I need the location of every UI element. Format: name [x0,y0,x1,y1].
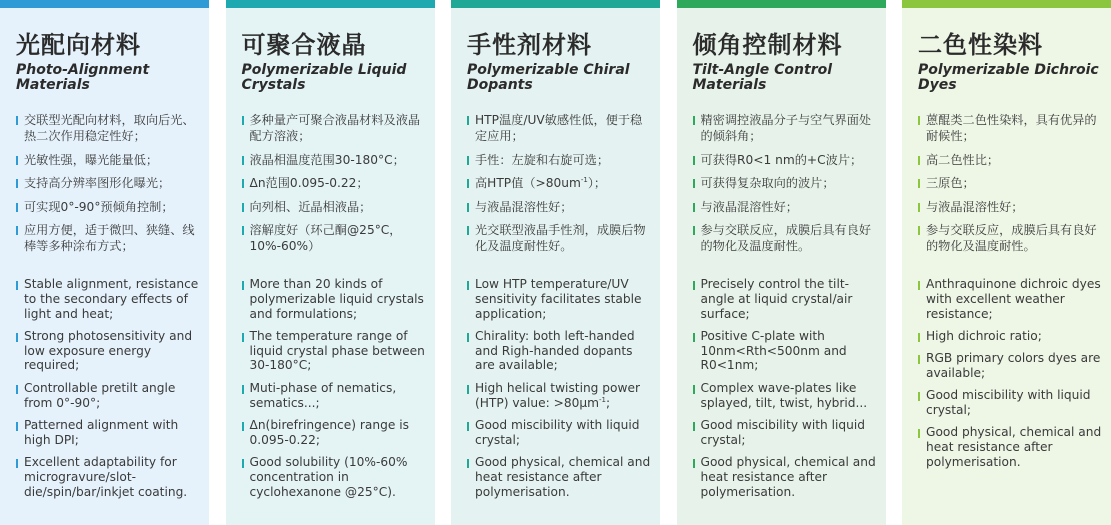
column-polymerizable-liquid-crystals [226,0,435,525]
feature-item: High dichroic ratio; [918,329,1103,344]
feature-item: 高HTP值$(>80um^{-1})$； [467,175,650,191]
feature-item: 可获得R0<1 nm的+C波片； [693,152,876,168]
feature-item: Excellent adaptability for microgravure/slot-die/spin/bar/inkjet coating. [16,455,201,499]
feature-item: 支持高分辨率图形化曝光； [16,175,199,191]
column-title-cn: 二色性染料 [918,31,1043,59]
feature-item: Chirality: both left-handed and Righ-handed dopants are available; [467,329,652,373]
feature-item: 与液晶混溶性好； [918,199,1101,215]
feature-item: Complex wave-plates like splayed, tilt, twist, hybrid... [693,381,878,411]
feature-item: More than 20 kinds of polymerizable liquid crystals and formulations; [242,277,427,321]
feature-item: 手性：左旋和右旋可选； [467,152,650,168]
column-top-bar [226,0,435,8]
column-top-bar [677,0,886,8]
feature-item: 向列相、近晶相液晶； [242,199,425,215]
column-top-bar [451,0,660,8]
feature-item: 光交联型液晶手性剂，成膜后物化及温度耐性好。 [467,222,650,254]
feature-item: RGB primary colors dyes are available; [918,351,1103,381]
feature-item: 参与交联反应，成膜后具有良好的物化及温度耐性。 [918,222,1101,254]
feature-item: 蒽醌类二色性染料，具有优异的耐候性； [918,112,1101,144]
column-photo-alignment [0,0,209,525]
feature-item: Precisely control the tilt-angle at liquid crystal/air surface; [693,277,878,321]
feature-item: 多种量产可聚合液晶材料及液晶配方溶液； [242,112,425,144]
features-cn-list [693,112,876,262]
feature-item: Good miscibility with liquid crystal; [467,418,652,448]
features-en-list [242,277,427,507]
column-tilt-angle-control [677,0,886,525]
column-title-en: Photo-Alignment Materials [16,62,150,93]
feature-item: 与液晶混溶性好； [693,199,876,215]
column-top-bar [0,0,209,8]
feature-item: 溶解度好（环己酮@25°C，10%-60%） [242,222,425,254]
column-title-cn: 光配向材料 [16,31,141,59]
feature-item: 可实现0°-90°预倾角控制； [16,199,199,215]
column-title-en: Polymerizable Liquid Crystals [241,62,407,93]
feature-item: 与液晶混溶性好； [467,199,650,215]
features-cn-list [918,112,1101,262]
feature-item: 交联型光配向材料，取向后光、热二次作用稳定性好； [16,112,199,144]
feature-item: Good miscibility with liquid crystal; [693,418,878,448]
column-title-cn: 手性剂材料 [467,31,592,59]
feature-item: High helical twisting power (HTP) value: $>80\mu m^{-1}$; [467,381,652,411]
features-en-list [693,277,878,507]
feature-item: 光敏性强，曝光能量低； [16,152,199,168]
feature-item: Anthraquinone dichroic dyes with excellent weather resistance; [918,277,1103,321]
feature-item: Controllable pretilt angle from 0°-90°; [16,381,201,411]
feature-item: 应用方便，适于微凹、狭缝、线棒等多种涂布方式； [16,222,199,254]
feature-item: Strong photosensitivity and low exposure energy required; [16,329,201,373]
column-dichroic-dyes [902,0,1111,525]
features-en-list [918,277,1103,477]
column-top-bar [902,0,1111,8]
feature-item: The temperature range of liquid crystal phase between 30-180°C; [242,329,427,373]
feature-item: Muti-phase of nematics, sematics...; [242,381,427,411]
feature-item: Patterned alignment with high DPI; [16,418,201,448]
feature-item: Δn范围0.095-0.22； [242,175,425,191]
features-en-list [467,277,652,507]
features-en-list [16,277,201,507]
column-chiral-dopants [451,0,660,525]
feature-item: 液晶相温度范围30-180°C； [242,152,425,168]
column-title-en: Tilt-Angle Control Materials [692,62,833,93]
feature-item: 高二色性比； [918,152,1101,168]
feature-item: 参与交联反应，成膜后具有良好的物化及温度耐性。 [693,222,876,254]
features-cn-list [467,112,650,262]
features-cn-list [242,112,425,262]
column-title-en: Polymerizable Chiral Dopants [467,62,630,93]
feature-item: 可获得复杂取向的波片； [693,175,876,191]
feature-item: Stable alignment, resistance to the secondary effects of light and heat; [16,277,201,321]
feature-item: Good physical, chemical and heat resistance after polymerisation. [467,455,652,499]
features-cn-list [16,112,199,262]
feature-item: Low HTP temperature/UV sensitivity facilitates stable application; [467,277,652,321]
feature-item: HTP温度/UV敏感性低，便于稳定应用； [467,112,650,144]
feature-item: 三原色； [918,175,1101,191]
column-title-cn: 倾角控制材料 [692,31,843,59]
feature-item: Good solubility (10%-60% concentration in cyclohexanone @25°C). [242,455,427,499]
feature-item: Good miscibility with liquid crystal; [918,388,1103,418]
feature-item: Good physical, chemical and heat resistance after polymerisation. [693,455,878,499]
column-title-cn: 可聚合液晶 [241,31,367,59]
feature-item: Good physical, chemical and heat resistance after polymerisation. [918,425,1103,469]
feature-item: Positive C-plate with 10nm<Rth<500nm and R0<1nm; [693,329,878,373]
feature-item: 精密调控液晶分子与空气界面处的倾斜角； [693,112,876,144]
feature-item: Δn(birefringence) range is 0.095-0.22; [242,418,427,448]
column-title-en: Polymerizable Dichroic Dyes [918,62,1099,93]
